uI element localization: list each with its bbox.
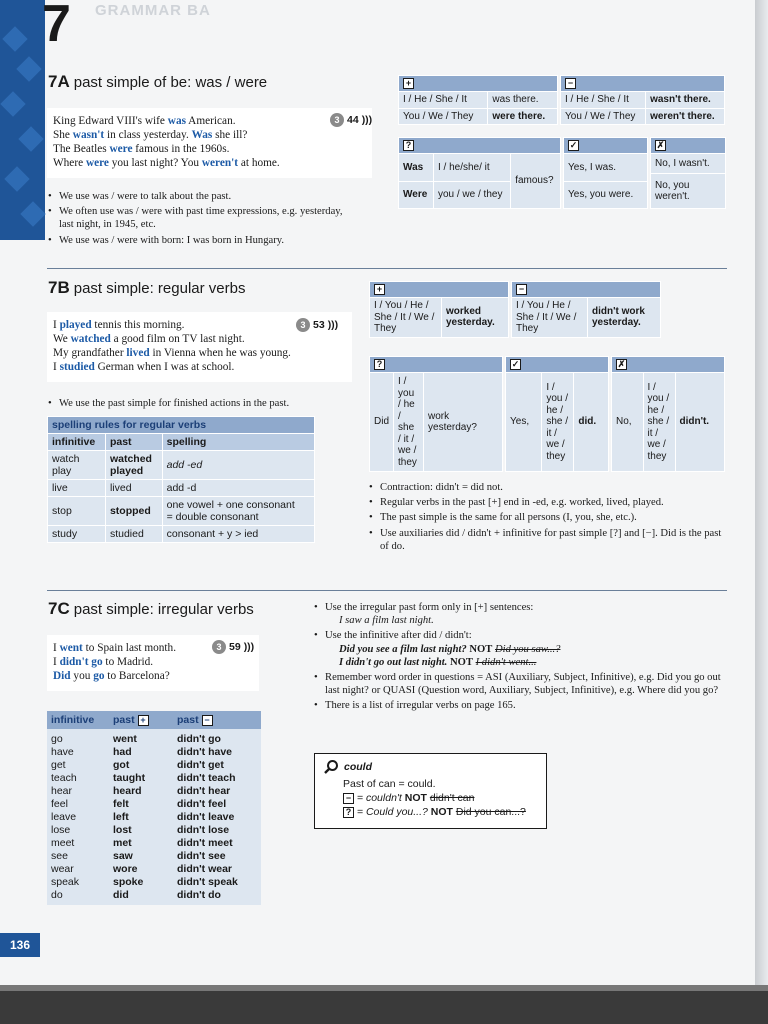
audio-track-7c[interactable]: 3 59 ))) xyxy=(212,640,254,654)
note: • Remember word order in questions = ASI (Auxiliary, Subject, Infinitive), e.g. Did you go out last night? or QUASI (Question word, Auxiliary, Subject, Infinitive), e.g. Where did you go? xyxy=(314,671,724,697)
irregular-verbs-table: infinitive past + past − go have get teach hear feel leave lose meet see wear speak do went had got taught heard felt left lost met saw wore spoke did didn't go didn't have didn't get didn't teach didn't hear didn't feel didn't leave didn't lose didn't meet didn't see didn't wear didn't speak didn't do xyxy=(47,711,261,905)
verb-form: didn't see xyxy=(177,850,226,862)
verb-form: had xyxy=(113,746,132,758)
table-7a-yes: ✓ Yes, I was. Yes, you were. xyxy=(563,137,648,209)
verb-form: didn't leave xyxy=(177,811,235,823)
example-sentence: I studied German when I was at school. xyxy=(53,361,235,373)
verb-form: didn't feel xyxy=(177,798,227,810)
bullet: • We use was / were to talk about the past. xyxy=(48,190,348,203)
section-7b-title: 7B past simple: regular verbs xyxy=(48,278,246,297)
example-sentence: She wasn't in class yesterday. Was she ill? xyxy=(53,129,248,141)
table-7b-no: ✗ No, I / you / he / she / it / we / they didn't. xyxy=(611,356,725,472)
note: • Use the irregular past form only in [+] sentences: I saw a film last night. xyxy=(314,601,724,627)
table-7b-yes: ✓ Yes, I / you / he / she / it / we / they did. xyxy=(505,356,609,472)
example-sentence: Did you go to Barcelona? xyxy=(53,670,170,682)
note: • Use the infinitive after did / didn't: Did you see a film last night? NOT Did you saw...? I didn't go out last night. NOT I didn't went... xyxy=(314,629,724,669)
infinitive-column xyxy=(51,733,79,902)
table-7b-positive: + I / You / He / She / It / We / They worked yesterday. xyxy=(369,281,509,338)
verb-form: lost xyxy=(113,824,132,836)
past-positive-column xyxy=(113,733,145,902)
verb-form: met xyxy=(113,837,132,849)
notes-7b xyxy=(369,481,724,555)
page-edge-shadow xyxy=(755,0,768,985)
table-7a-positive: + I / He / She / It was there. You / We / They were there. xyxy=(398,75,558,125)
chapter-band xyxy=(0,0,45,240)
table-7b-question: ? Did I / you / he / she / it / we / they work yesterday? xyxy=(369,356,503,472)
verb-form: have xyxy=(51,746,74,758)
verb-form: wore xyxy=(113,863,138,875)
note: • Use auxiliaries did / didn't + infinitive for past simple [?] and [−]. Did is the past of do. xyxy=(369,527,724,553)
audio-track-7a[interactable]: 3 44 ))) xyxy=(330,113,372,127)
verb-form: wear xyxy=(51,863,74,875)
bullets-7b xyxy=(48,397,348,412)
verb-form: did xyxy=(113,889,129,901)
example-sentence: We watched a good film on TV last night. xyxy=(53,333,245,345)
example-sentence: I didn't go to Madrid. xyxy=(53,656,154,668)
section-7c-title: 7C past simple: irregular verbs xyxy=(48,599,254,618)
bullet: • We use the past simple for finished actions in the past. xyxy=(48,397,348,410)
table-7a-negative: − I / He / She / It wasn't there. You / We / They weren't there. xyxy=(560,75,725,125)
note: • Contraction: didn't = did not. xyxy=(369,481,724,494)
bullets-7a xyxy=(48,190,348,249)
bullet: • We often use was / were with past time expressions, e.g. yesterday, last night, in 1945, etc. xyxy=(48,205,348,231)
example-sentence: The Beatles were famous in the 1960s. xyxy=(53,143,230,155)
could-line: Past of can = could. xyxy=(343,778,436,790)
bullet: • We use was / were with born: I was born in Hungary. xyxy=(48,234,348,247)
example-box-7a xyxy=(47,108,372,178)
verb-form: didn't hear xyxy=(177,785,231,797)
verb-form: do xyxy=(51,889,63,901)
verb-form: didn't have xyxy=(177,746,233,758)
could-line: − = couldn't NOT didn't can xyxy=(323,792,538,804)
verb-form: saw xyxy=(113,850,133,862)
past-negative-column xyxy=(177,733,238,902)
verb-form: teach xyxy=(51,772,77,784)
magnifier-icon xyxy=(323,759,339,775)
note: • Regular verbs in the past [+] end in -ed, e.g. worked, lived, played. xyxy=(369,496,724,509)
verb-form: didn't lose xyxy=(177,824,230,836)
verb-form: didn't go xyxy=(177,733,221,745)
verb-form: speak xyxy=(51,876,80,888)
verb-form: went xyxy=(113,733,137,745)
example-sentence: I went to Spain last month. xyxy=(53,642,177,654)
table-7a-no: ✗ No, I wasn't. No, you weren't. xyxy=(650,137,726,209)
could-line: ? = Could you...? NOT Did you can...? xyxy=(323,806,538,818)
could-title: could xyxy=(344,761,372,773)
verb-form: didn't meet xyxy=(177,837,233,849)
scanner-edge xyxy=(0,985,768,1024)
verb-form: leave xyxy=(51,811,77,823)
verb-form: didn't do xyxy=(177,889,221,901)
example-sentence: My grandfather lived in Vienna when he was young. xyxy=(53,347,291,359)
verb-form: didn't get xyxy=(177,759,224,771)
verb-form: see xyxy=(51,850,68,862)
verb-form: feel xyxy=(51,798,68,810)
header-ghost-text: GRAMMAR BA xyxy=(95,2,211,19)
verb-form: lose xyxy=(51,824,71,836)
section-7a-title: 7A past simple of be: was / were xyxy=(48,72,268,91)
verb-form: taught xyxy=(113,772,146,784)
audio-track-7b[interactable]: 3 53 ))) xyxy=(296,318,338,332)
page-number: 136 xyxy=(0,933,40,957)
verb-form: go xyxy=(51,733,63,745)
example-sentence: Where were you last night? You weren't at home. xyxy=(53,157,280,169)
verb-form: get xyxy=(51,759,66,771)
example-sentence: I played tennis this morning. xyxy=(53,319,185,331)
divider xyxy=(47,590,727,591)
verb-form: spoke xyxy=(113,876,144,888)
notes-7c xyxy=(314,601,724,715)
verb-form: heard xyxy=(113,785,142,797)
table-7a-question: ? Was I / he/she/ it famous? Were you / we / they xyxy=(398,137,561,209)
verb-form: felt xyxy=(113,798,129,810)
note: • The past simple is the same for all persons (I, you, she, etc.). xyxy=(369,511,724,524)
table-7b-negative: − I / You / He / She / It / We / They didn't work yesterday. xyxy=(511,281,661,338)
spelling-rules-table: spelling rules for regular verbs infinitive past spelling watch play watched played add -ed live lived add -d stop stopped one vowel + one consonant = double consonant study studied consonant + y > ied xyxy=(47,416,315,543)
chapter-number: 7 xyxy=(42,0,71,53)
verb-form: didn't wear xyxy=(177,863,233,875)
verb-form: didn't teach xyxy=(177,772,236,784)
verb-form: got xyxy=(113,759,130,771)
divider xyxy=(47,268,727,269)
verb-form: left xyxy=(113,811,129,823)
note: • There is a list of irregular verbs on page 165. xyxy=(314,699,724,712)
could-box xyxy=(314,753,547,829)
verb-form: didn't speak xyxy=(177,876,238,888)
verb-form: hear xyxy=(51,785,73,797)
example-sentence: King Edward VIII's wife was American. xyxy=(53,115,236,127)
verb-form: meet xyxy=(51,837,75,849)
